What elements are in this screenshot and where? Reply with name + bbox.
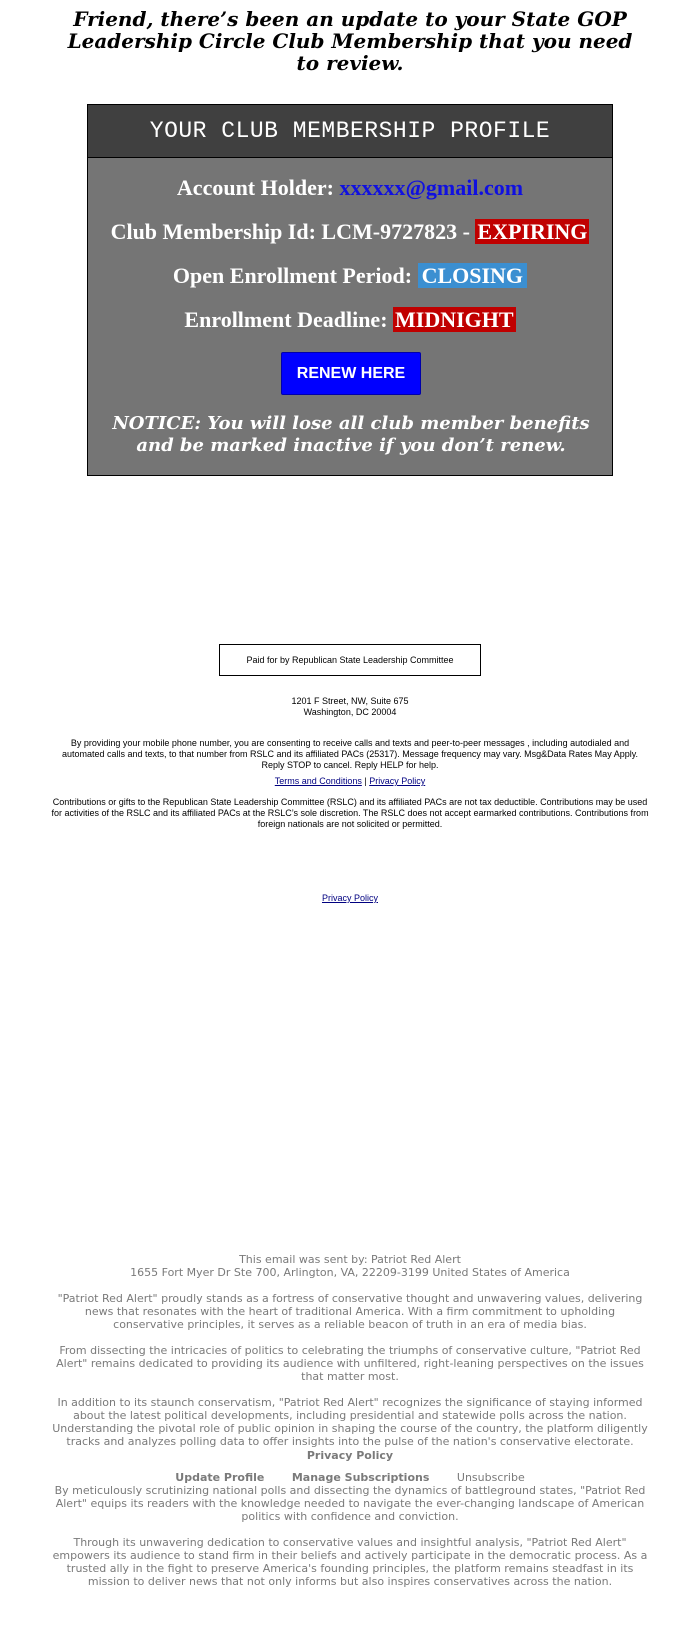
enrollment-deadline-badge: MIDNIGHT — [395, 307, 514, 332]
footer-paragraph-5: Through its unwavering dedication to conservative values and insightful analysis, "Patriot Red Alert" empowers its audience to stand firm in their beliefs and actively participate in the democratic process. As a trusted ally in the fight to preserve America's founding principles, the platform remains steadfast in its mission to deliver news that not only informs but also inspires conservatives across the nation. — [52, 1536, 648, 1588]
address-line-2: Washington, DC 20004 — [303, 707, 397, 717]
renew-button[interactable]: RENEW HERE — [281, 352, 421, 395]
committee-address — [200, 696, 500, 718]
profile-header: YOUR CLUB MEMBERSHIP PROFILE — [88, 105, 612, 158]
enrollment-deadline-label: Enrollment Deadline: — [184, 307, 388, 332]
footer-paragraph-1: "Patriot Red Alert" proudly stands as a fortress of conservative thought and unwavering values, delivering news that resonates with the heart of traditional America. With a firm commitment to upholding conservative principles, it serves as a reliable beacon of truth in an era of media bias. — [57, 1292, 643, 1331]
address-line-1: 1201 F Street, NW, Suite 675 — [291, 696, 409, 706]
paid-for-box: Paid for by Republican State Leadership Committee — [219, 644, 481, 676]
privacy-link-secondary[interactable]: Privacy Policy — [321, 893, 378, 903]
enrollment-deadline-row — [88, 307, 612, 333]
account-holder-email: xxxxxx@gmail.com — [339, 175, 524, 200]
enrollment-period-row — [88, 263, 612, 289]
manage-subscriptions-link[interactable]: Manage Subscriptions — [291, 1471, 430, 1484]
footer-paragraph-4: By meticulously scrutinizing national polls and dissecting the dynamics of battleground states, "Patriot Red Alert" equips its readers with the knowledge needed to navigate the ever-changing landscape of American politics with confidence and conviction. — [54, 1484, 646, 1523]
sender-address: 1655 Fort Myer Dr Ste 700, Arlington, VA, 22209-3199 United States of America — [130, 1266, 570, 1279]
footer-links — [50, 1471, 650, 1484]
membership-status-badge: EXPIRING — [477, 219, 588, 244]
membership-profile-box — [87, 104, 613, 476]
membership-id-label: Club Membership Id: LCM-9727823 - — [110, 219, 470, 244]
membership-id-row — [88, 219, 612, 245]
privacy-link[interactable]: Privacy Policy — [369, 776, 426, 786]
unsubscribe-link[interactable]: Unsubscribe — [456, 1471, 525, 1484]
footer-privacy-policy[interactable]: Privacy Policy — [306, 1449, 394, 1462]
account-holder-label: Account Holder: — [176, 175, 334, 200]
notice-text: NOTICE: You will lose all club member benefits and be marked inactive if you don’t renew. — [112, 413, 590, 456]
update-profile-link[interactable]: Update Profile — [175, 1471, 265, 1484]
terms-link[interactable]: Terms and Conditions — [274, 776, 362, 786]
sent-by-text: This email was sent by: Patriot Red Alert — [239, 1253, 461, 1266]
privacy-link-wrapper — [250, 893, 450, 904]
account-holder-row — [88, 175, 612, 201]
contributions-disclaimer: Contributions or gifts to the Republican State Leadership Committee (RSLC) and its affiliated PACs are not tax deductible. Contributions may be used for activities of the RSLC and its affiliated PACs at the RSLC’s sole discretion. The RSLC does not accept earmarked contributions. Contributions from foreign nationals are not solicited or permitted. — [51, 797, 649, 829]
sms-consent-text: By providing your mobile phone number, you are consenting to receive calls and texts and peer-to-peer messages , including autodialed and automated calls and texts, to that number from RSLC and its affiliated PACs (25317). Message frequency may vary. Msg&Data Rates May Apply. Reply STOP to cancel. Reply HELP for help. — [61, 738, 639, 770]
enrollment-status-badge: CLOSING — [418, 263, 527, 288]
footer-paragraph-2: From dissecting the intricacies of politics to celebrating the triumphs of conservative culture, "Patriot Red Alert" remains dedicated to providing its audience with unfiltered, right-leaning perspectives on the issues that matter most. — [56, 1344, 644, 1383]
legal-links — [200, 776, 500, 787]
link-separator: | — [364, 776, 367, 786]
headline: Friend, there’s been an update to your State GOP Leadership Circle Club Membership that you need to review. — [67, 7, 633, 75]
footer-paragraph-3: In addition to its staunch conservatism, "Patriot Red Alert" recognizes the significance of staying informed about the latest political developments, including presidential and statewide polls across the nation. Understanding the pivotal role of public opinion in shaping the course of the country, the platform diligently tracks and analyzes polling data to offer insights into the pulse of the nation's conservative electorate. — [52, 1396, 648, 1448]
enrollment-period-label: Open Enrollment Period: — [172, 263, 413, 288]
